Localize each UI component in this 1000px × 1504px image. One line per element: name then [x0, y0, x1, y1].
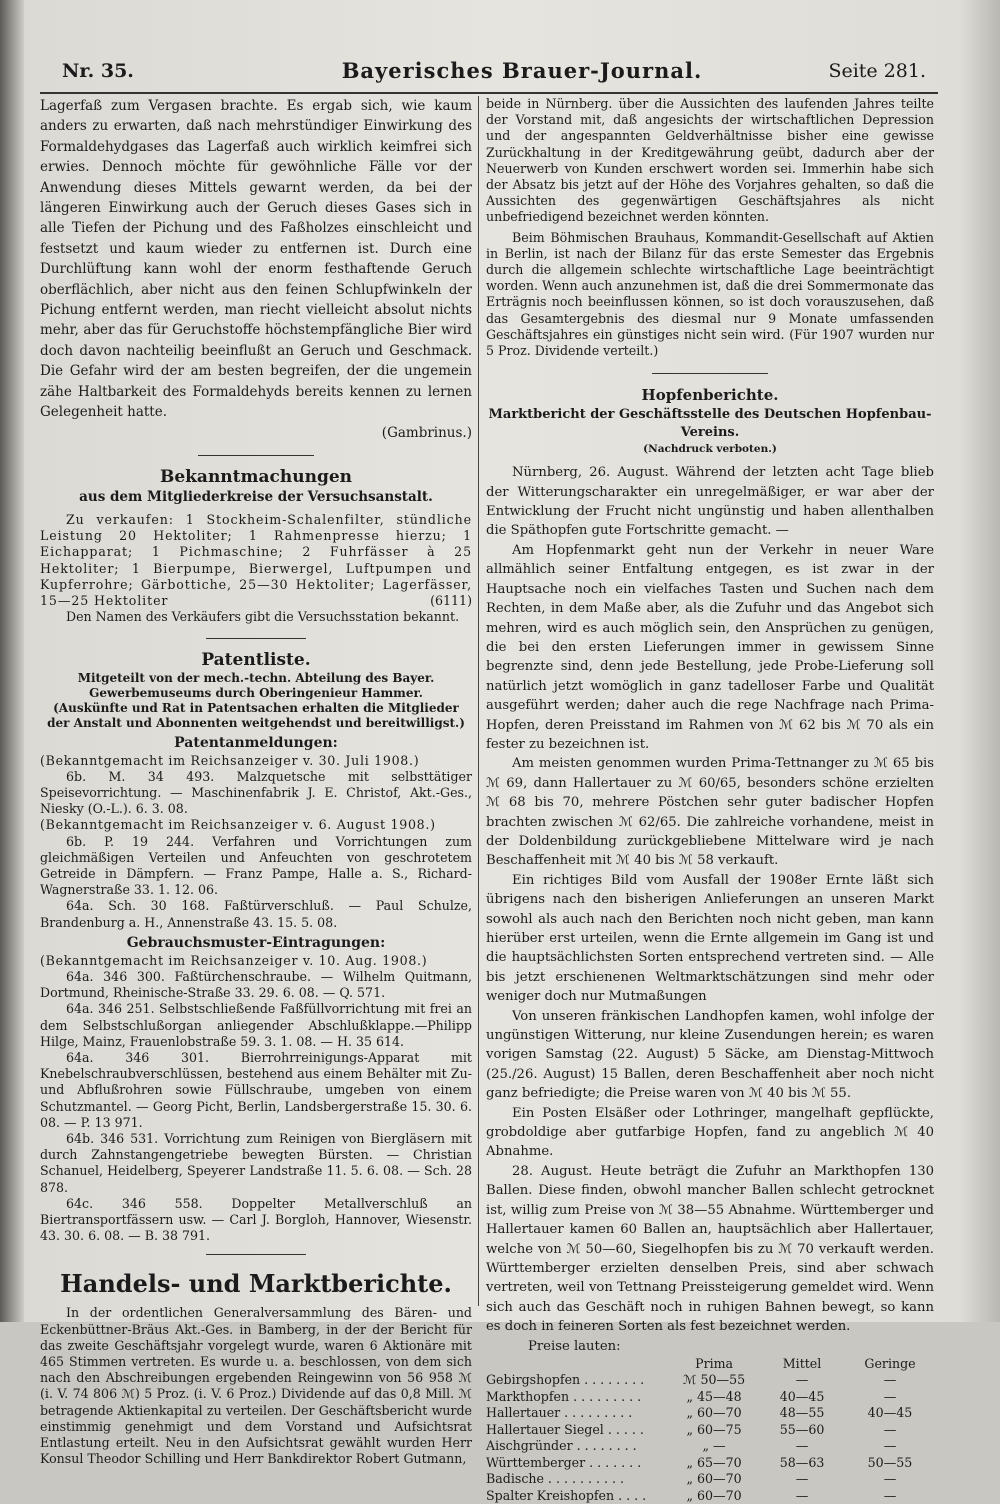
patent-list-title: Patentliste.	[201, 649, 311, 670]
price-prima: „ 45—48	[686, 1388, 742, 1404]
price-prima: ℳ 50—55	[683, 1372, 746, 1388]
right-column	[486, 96, 934, 1503]
col-geringe: Geringe	[864, 1355, 916, 1371]
price-mittel: 48—55	[779, 1405, 825, 1421]
price-prima: „ 60—75	[686, 1421, 742, 1437]
price-mittel: —	[795, 1438, 809, 1454]
patent-list-source: Mitgeteilt von der mech.-techn. Abteilung des Bayer. Gewerbemuseums durch Oberingenieur Hammer.	[77, 670, 435, 700]
section-divider	[206, 638, 306, 639]
gazette-reference: (Bekanntgemacht im Reichsanzeiger v. 6. August 1908.)	[40, 817, 436, 833]
hop-price-table	[486, 1356, 934, 1504]
price-prima: „ 65—70	[686, 1454, 742, 1470]
utility-model-entry: 64a. 346 251. Selbstschließende Faßfüllvorrichtung mit frei an dem Selbstschlußorgan anliegender Abschlußklappe.—Philipp Hilge, Mainz, Frauenlobstraße 59. 3. 1. 08. — H. 35 614.	[40, 1001, 472, 1049]
table-row	[486, 1372, 934, 1389]
market-paragraph: 28. August. Heute beträgt die Zufuhr an Markthopfen 130 Ballen. Diese finden, obwohl mancher Ballen schlecht getrocknet ist, willig zum Preise von ℳ 38—55 Abnahme. Württemberger und Hallertauer kamen 60 Ballen an, hauptsächlich aber Hallertauer, welche von ℳ 50—60, Siegelhopfen bis zu ℳ 70 verkauft werden. Württemberger erzielten denselben Preis, sind aber schwach vertreten, weil von Tettnang Preissteigerung gemeldet wird. Wenn sich auch das Geschäft noch in ruhigen Bahnen bewegt, so kann es doch in feineren Sorten als fest bezeichnet werden.	[486, 1163, 934, 1335]
hop-variety: Württemberger . . . . . . .	[486, 1454, 642, 1470]
column-divider	[478, 96, 479, 1306]
hop-variety: Aischgründer . . . . . . . .	[486, 1438, 637, 1454]
market-paragraph: Ein Posten Elsäßer oder Lothringer, mangelhaft gepflückte, grobdoldige aber gutfarbige Hopfen, fand zu angeblich ℳ 40 Abnahme.	[486, 1105, 934, 1160]
hop-reports-title: Hopfenberichte.	[641, 386, 779, 405]
sale-notice-number: (6111)	[430, 593, 472, 609]
market-paragraph: Am meisten genommen wurden Prima-Tettnanger zu ℳ 65 bis ℳ 69, dann Hallertauer zu ℳ 60/65, besonders schöne erzielten ℳ 68 bis 70, mehrere Pöstchen sehr guter badischer Hopfen brachten zwischen ℳ 62/65. Die zahlreiche vorhandene, meist in der Doldenbildung zurückgebliebene Mittelware wird je nach Beschaffenheit mit ℳ 40 bis ℳ 58 verkauft.	[486, 756, 934, 869]
section-divider	[652, 373, 768, 374]
market-paragraph: Nürnberg, 26. August. Während der letzten acht Tage blieb der Witterungscharakter ein unregelmäßiger, er war aber der Entwicklung der Frucht nicht ungünstig und haben allenthalben die Späthopfen gute Fortschritte gemacht. —	[486, 465, 934, 539]
brewery-report: Beim Böhmischen Brauhaus, Kommandit-Gesellschaft auf Aktien in Berlin, ist nach der Bilanz für das erste Semester das Ergebnis durch die allgemein schlechte wirtschaftliche Lage beeinträchtigt worden. Wenn auch anzunehmen ist, daß die drei Sommermonate das Erträgnis noch beeinflussen können, so ist doch vorauszusehen, daß das Gesamtergebnis des diesmal nur 9 Monate umfassenden Geschäftsjahres ein günstiges nicht sein wird. (Für 1907 wurden nur 5 Proz. Dividende verteilt.)	[486, 229, 934, 359]
page-number: Seite 281.	[828, 60, 926, 82]
page-header	[62, 58, 926, 92]
prices-label: Preise lauten:	[528, 1338, 621, 1354]
utility-model-entry: 64c. 346 558. Doppelter Metallverschluß an Biertransportfässern usw. — Carl J. Borgloh, Hannover, Wiesenstr. 43. 30. 6. 08. — B. 38 791.	[40, 1195, 472, 1244]
price-geringe: —	[883, 1388, 897, 1404]
price-geringe: 40—45	[867, 1405, 913, 1421]
section-divider	[198, 455, 314, 456]
hop-variety: Gebirgshopfen . . . . . . . .	[486, 1372, 645, 1388]
market-paragraph: Am Hopfenmarkt geht nun der Verkehr in neuer Ware allmählich seiner Entfaltung entgegen, es ist zwar in der Hauptsache noch ein vielfaches Tasten und Suchen nach dem Rechten, in dem Maße aber, als die Zufuhr und das Angebot sich mehren, wird es auch möglich sein, den Ansprüchen zu genügen, die bei den ersten Lieferungen immer in gewissem Sinne begrenzte sind, denn jede Bestellung, jede Probe-Lieferung soll natürlich jetzt womöglich in ganz tadelloser Farbe und Qualität ausgeführt werden; daher auch die rege Nachfrage nach Prima-Hopfen, deren Preisstand im Rahmen von ℳ 62 bis ℳ 70 als ein fester zu bezeichnen ist.	[486, 542, 934, 752]
utility-model-entry: 64a. 346 301. Bierrohrreinigungs-Apparat mit Knebelschraubverschlüssen, bestehend aus einem Behälter mit Zu- und Abflußrohren sowie Füllschraube, umgeben von einem Schutzmantel. — Georg Picht, Berlin, Landsbergerstraße 15. 30. 6. 08. — P. 13 971.	[40, 1049, 472, 1130]
price-mittel: —	[795, 1372, 809, 1388]
source-credit: (Gambrinus.)	[381, 424, 472, 441]
patent-entry: 6b. P. 19 244. Verfahren und Vorrichtungen zum gleichmäßigen Verteilen und Anfeuchten von geschrotetem Getreide in Dämpfern. — Franz Pampe, Halle a. S., Richard-Wagnerstraße 33. 1. 12. 06.	[40, 833, 472, 898]
market-paragraph: Von unseren fränkischen Landhopfen kamen, wohl infolge der ungünstigen Witterung, nur kleine Zusendungen herein; es waren vorigen Samstag (22. August) 5 Säcke, am Dienstag-Mittwoch (25./26. August) 15 Ballen, deren Beschaffenheit aber noch nicht ganz befriedigte; die Preise waren von ℳ 40 bis ℳ 55.	[486, 1008, 934, 1102]
price-prima: „ —	[702, 1438, 726, 1454]
price-geringe: —	[883, 1372, 897, 1388]
announcements-title: Bekanntmachungen	[159, 466, 353, 487]
hop-market-subtitle: Marktbericht der Geschäftsstelle des Deutschen Hopfenbau-Vereins.	[488, 407, 932, 441]
table-row	[486, 1488, 934, 1504]
trade-report-paragraph: In der ordentlichen Generalversammlung des Bären- und Eckenbüttner-Bräus Akt.-Ges. in Bamberg, in der der Bericht für das zweite Geschäftsjahr vorgelegt wurde, waren 6 Aktionäre mit 465 Stimmen vertreten. Es wurde u. a. beschlossen, von dem sich nach den Abschreibungen ergebenden Reingewinn von 56 958 ℳ (i. V. 74 806 ℳ) 5 Proz. (i. V. 6 Proz.) Dividende auf das 0,8 Mill. ℳ betragende Aktienkapital zu verteilen. Der Geschäftsbericht wurde einstimmig genehmigt und dem Vorstand und Aufsichtsrat Entlastung erteilt. Neu in den Aufsichtsrat gewählt wurden Herr Konsul Theodor Schilling und Herr Bankdirektor Robert Gutmann,	[40, 1305, 472, 1467]
price-mittel: 58—63	[779, 1454, 825, 1470]
hop-variety: Badische . . . . . . . . . .	[486, 1471, 624, 1487]
patent-list-notice: (Auskünfte und Rat in Patentsachen erhalten die Mitglieder der Anstalt und Abonnenten weitgehendst und bereitwilligst.)	[47, 700, 465, 730]
patent-applications-heading: Patentanmeldungen:	[174, 734, 338, 751]
patent-entry: 6b. M. 34 493. Malzquetsche mit selbsttätiger Speisevorrichtung. — Maschinenfabrik J. E. Christof, Akt.-Ges., Niesky (O.-L.). 6. 3. 08.	[40, 768, 472, 817]
table-row	[486, 1438, 934, 1455]
gazette-reference: (Bekanntgemacht im Reichsanzeiger v. 10. Aug. 1908.)	[40, 952, 428, 968]
announcements-subtitle: aus dem Mitgliederkreise der Versuchsanstalt.	[79, 488, 433, 505]
price-mittel: —	[795, 1471, 809, 1487]
intro-paragraph: Lagerfaß zum Vergasen brachte. Es ergab sich, wie kaum anders zu erwarten, daß nach mehrstündiger Einwirkung des Formaldehydgases das Lagerfaß auch wirklich keimfrei sich erwies. Dennoch möchte für gewöhnliche Fälle vor der Anwendung dieses Mittels gewarnt werden, da bei der längeren Einwirkung auch der Geruch dieses Gases sich in alle Tiefen der Pichung und des Faßholzes einschleicht und festsetzt und kaum wieder zu entfernen ist. Durch eine Durchlüftung kann wohl der enorm festhaftende Geruch oberflächlich, aber nicht aus den feinen Schlupfwinkeln der Pichung entfernt werden, man riecht vielleicht absolut nichts mehr, aber das für Geruchstoffe höchstempfängliche Bier wird doch davon nachteilig beeinflußt an Geruch und Geschmack. Die Gefahr wird der am besten begreifen, der die ungemein zähe Haltbarkeit des Formaldehyds bereits kennen zu lernen Gelegenheit hatte.	[40, 98, 472, 421]
price-mittel: —	[795, 1487, 809, 1503]
table-row	[486, 1455, 934, 1472]
price-geringe: —	[883, 1487, 897, 1503]
gazette-reference: (Bekanntgemacht im Reichsanzeiger v. 30. Juli 1908.)	[40, 752, 420, 768]
price-geringe: 50—55	[867, 1454, 913, 1470]
price-geringe: —	[883, 1438, 897, 1454]
reprint-notice: (Nachdruck verboten.)	[643, 443, 777, 456]
price-prima: „ 60—70	[686, 1471, 742, 1487]
utility-model-entry: 64b. 346 531. Vorrichtung zum Reinigen von Biergläsern mit durch Zahnstangengetriebe bewegten Bürsten. — Christian Schanuel, Heidelberg, Speyerer Landstraße 11. 5. 6. 08. — Sch. 28 878.	[40, 1131, 472, 1195]
trade-reports-title: Handels- und Marktberichte.	[60, 1269, 452, 1299]
price-prima: „ 60—70	[686, 1405, 742, 1421]
hop-variety: Hallertauer Siegel . . . . .	[486, 1421, 644, 1437]
price-mittel: 40—45	[779, 1388, 825, 1404]
header-rule	[40, 92, 938, 94]
patent-entry: 64a. Sch. 30 168. Faßtürverschluß. — Paul Schulze, Brandenburg a. H., Annenstraße 43. 15. 5. 08.	[40, 898, 472, 930]
table-row	[486, 1405, 934, 1422]
section-divider	[206, 1254, 306, 1255]
price-mittel: 55—60	[779, 1421, 825, 1437]
hop-variety: Markthopfen . . . . . . . . .	[486, 1388, 642, 1404]
utility-model-heading: Gebrauchsmuster-Eintragungen:	[126, 934, 386, 951]
table-row	[486, 1422, 934, 1439]
left-column	[40, 96, 472, 1467]
book-binding	[0, 0, 24, 1322]
price-geringe: —	[883, 1421, 897, 1437]
continued-paragraph: beide in Nürnberg. über die Aussichten des laufenden Jahres teilte der Vorstand mit, daß angesichts der wirtschaftlichen Depression und der angespannten Geldverhältnisse bisher eine gewisse Zurückhaltung in der Kreditgewährung geübt, dadurch aber der Neuerwerb von Kunden erschwert worden sei. Immerhin habe sich der Absatz bis jetzt auf der Höhe des Vorjahres gehalten, so daß die Aussichten des gegenwärtigen Geschäftsjahres als nicht unbefriedigend bezeichnet werden könnten.	[486, 96, 934, 225]
price-table-header	[486, 1356, 934, 1373]
table-row	[486, 1389, 934, 1406]
table-row	[486, 1471, 934, 1488]
col-mittel: Mittel	[782, 1355, 822, 1371]
issue-number: Nr. 35.	[62, 60, 134, 82]
seller-note: Den Namen des Verkäufers gibt die Versuchsstation bekannt.	[66, 609, 460, 625]
utility-model-entry: 64a. 346 300. Faßtürchenschraube. — Wilhelm Quitmann, Dortmund, Rheinische-Straße 33. 29. 6. 08. — Q. 571.	[40, 968, 472, 1001]
hop-variety: Spalter Kreishopfen . . . .	[486, 1487, 647, 1503]
price-geringe: —	[883, 1471, 897, 1487]
sale-notice: Zu verkaufen: 1 Stockheim-Schalenfilter, stündliche Leistung 20 Hektoliter; 1 Rahmenpresse hierzu; 1 Eichapparat; 1 Pichmaschine; 2 Fuhrfässer à 25 Hektoliter; 1 Bierpumpe, Bierwergel, Luftpumpen und Kupferrohre; Gärbottiche, 25—30 Hektoliter; Lagerfässer, 15—25 Hektoliter	[40, 511, 472, 608]
journal-title: Bayerisches Brauer-Journal.	[341, 58, 703, 83]
col-prima: Prima	[695, 1355, 734, 1371]
market-paragraph: Ein richtiges Bild vom Ausfall der 1908er Ernte läßt sich übrigens nach den bisherigen Anlieferungen an unseren Markt sowohl als auch nach den Berichten noch nicht geben, man kann hierüber erst urteilen, wenn die Ernte allgemein im Gang ist und die hauptsächlichsten Sorten entsprechend vertreten sind. — Alle bis jetzt erschienenen Weltmarktschätzungen sind mehr oder weniger doch nur Mutmaßungen	[486, 872, 934, 1005]
price-prima: „ 60—70	[686, 1487, 742, 1503]
hop-variety: Hallertauer . . . . . . . . .	[486, 1405, 633, 1421]
